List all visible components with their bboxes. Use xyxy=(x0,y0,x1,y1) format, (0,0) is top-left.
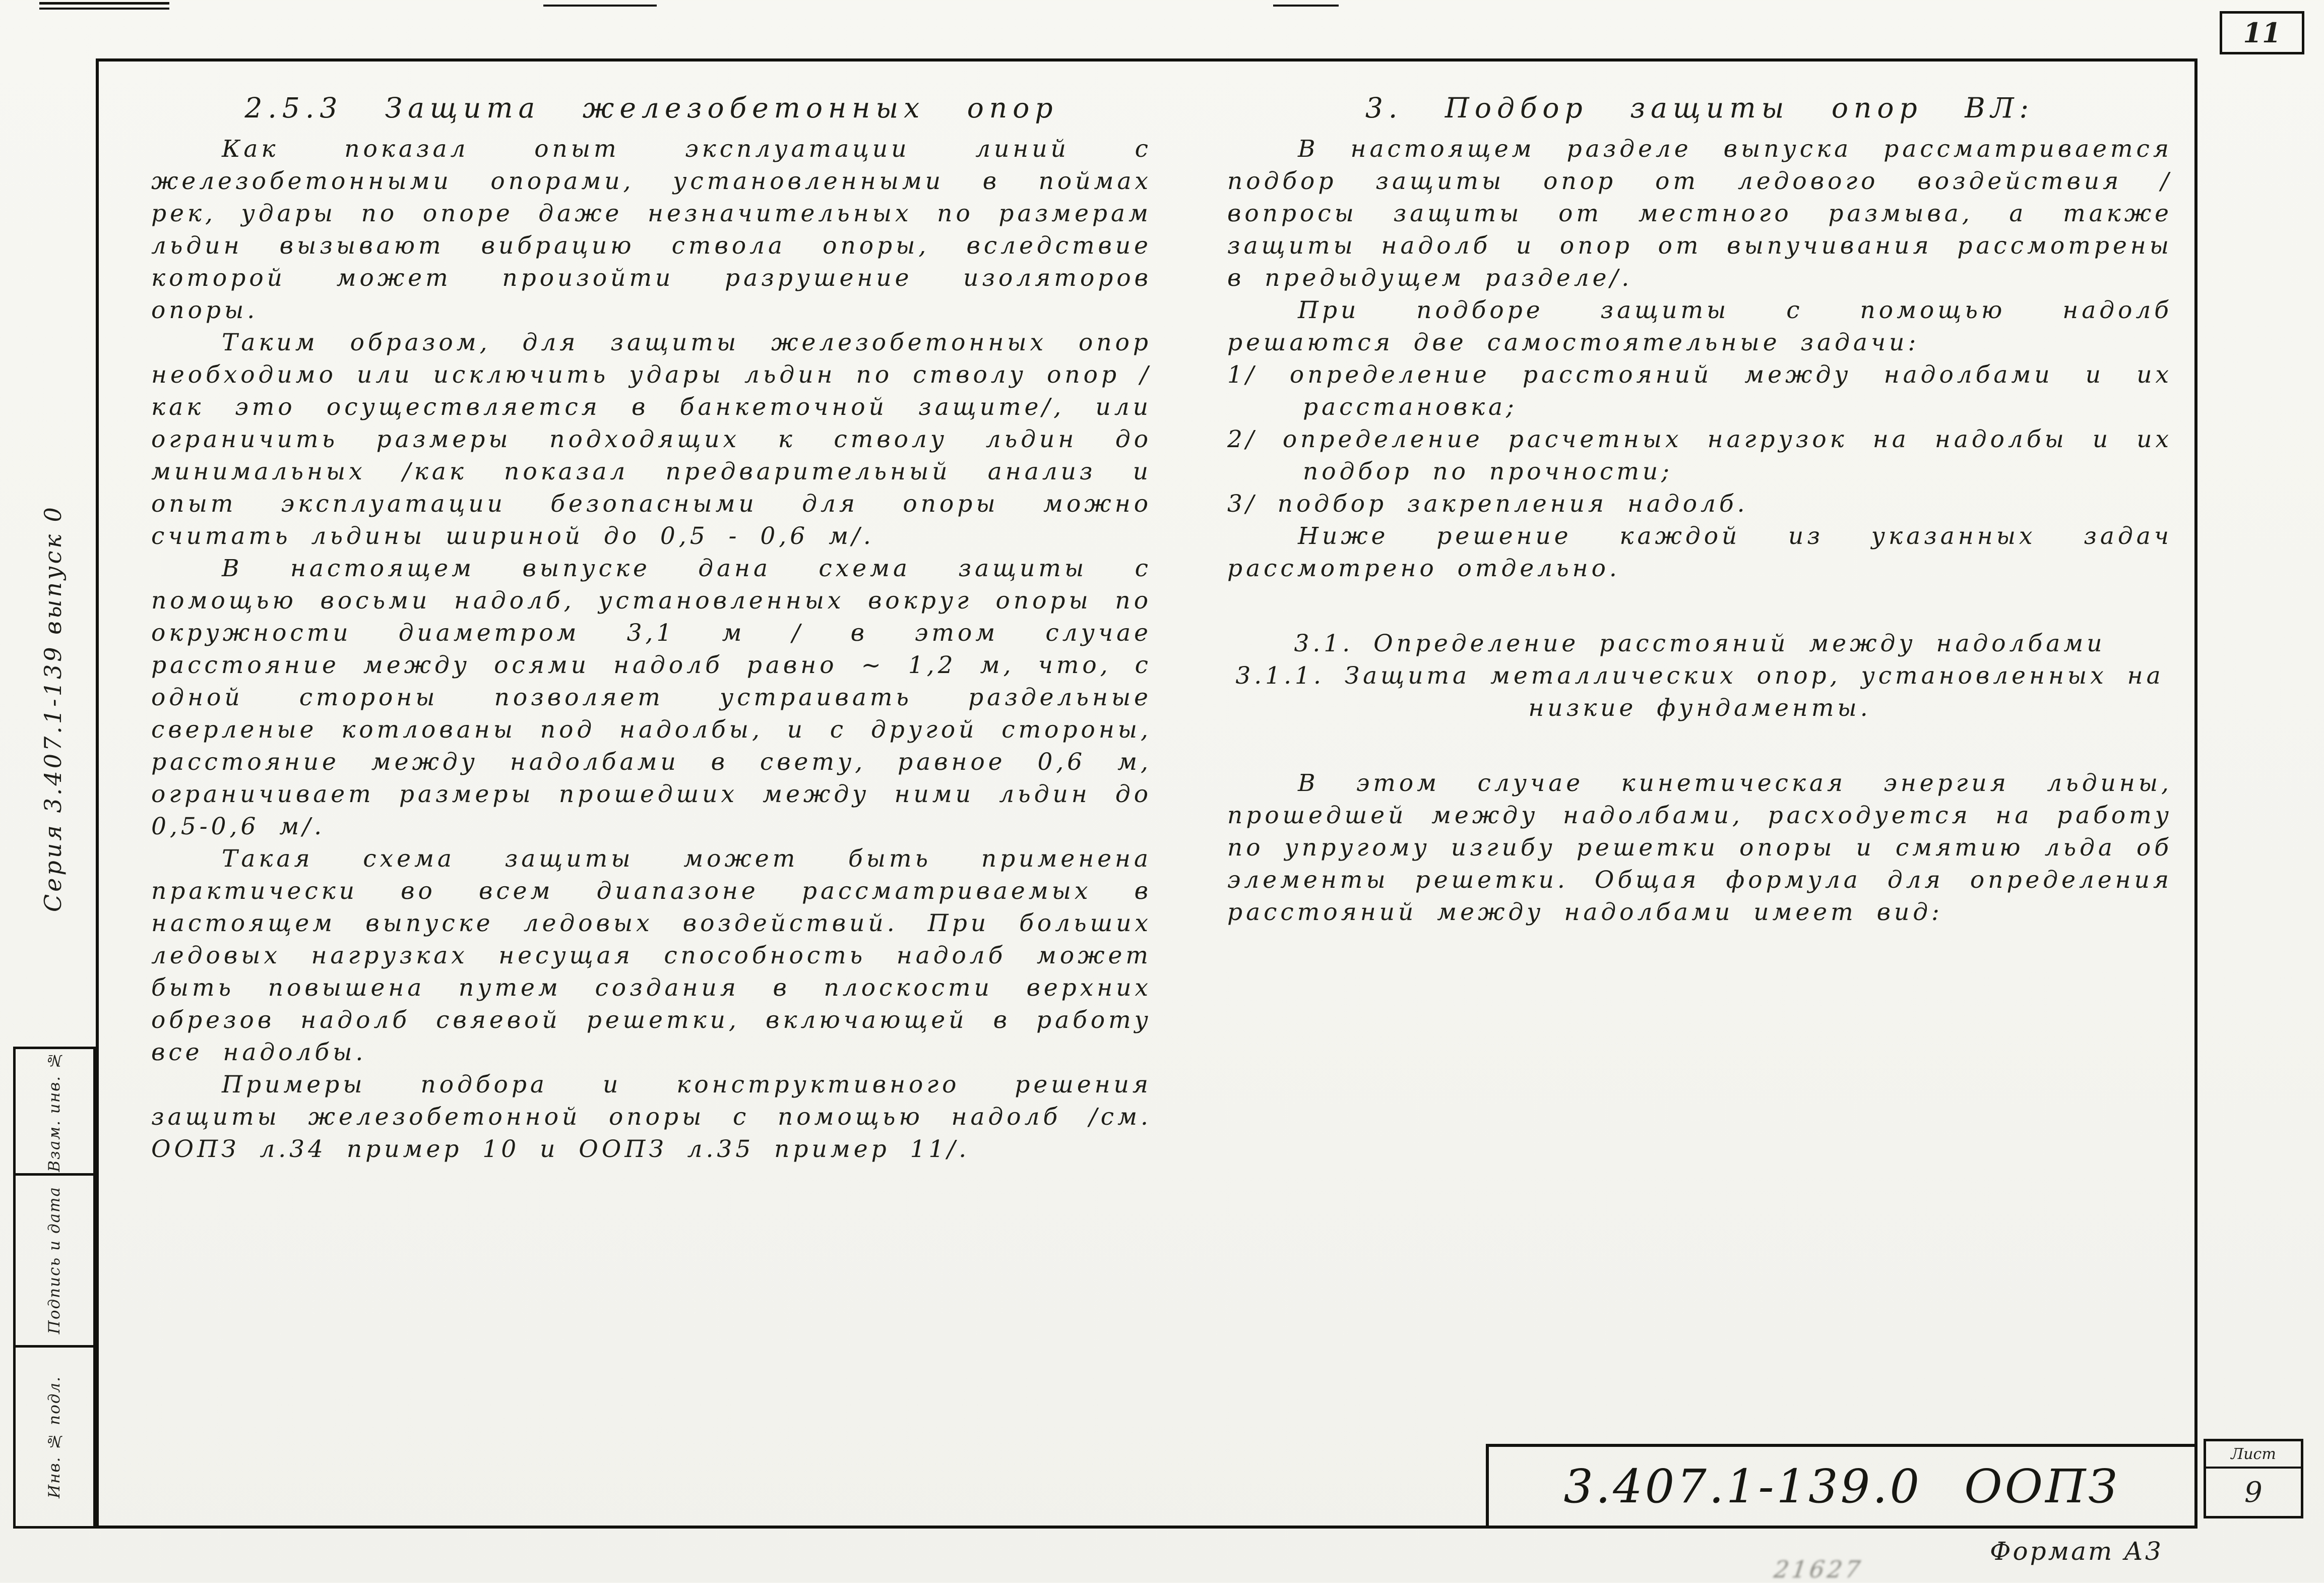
title-block xyxy=(1486,1444,2197,1529)
registration-mark xyxy=(39,8,169,10)
page-number-box xyxy=(2220,11,2304,54)
sheet-label: Лист xyxy=(2206,1441,2301,1469)
stamp-cell-label: Инв. № подл. xyxy=(45,1375,64,1498)
sheet-number-box xyxy=(2204,1439,2303,1518)
text-block: 1/ определение расстояний между надолбами и их расстановка; xyxy=(1227,361,2172,421)
text-block: В настоящем разделе выпуска рассматривается подбор защиты опор от ледового воздействия /вопросы защиты от местного размыва, а также защиты надолб и опор от выпучивания рассмотрены в предыдущем разделе/. xyxy=(1227,135,2172,292)
text-block: В настоящем выпуске дана схема защиты с помощью восьми надолб, установленных вокруг опоры по окружности диаметром 3,1 м / в этом случае расстояние между осями надолб равно ~ 1,2 м, что, с одной стороны позволяет устраивать раздельные сверленые котлованы под надолбы, и с другой стороны, расстояние между надолбами в свету, равное 0,6 м, ограничивает размеры прошедших между ними льдин до 0,5-0,6 м/. xyxy=(151,555,1152,840)
text-block: Такая схема защиты может быть применена практически во всем диапазоне рассматриваемых в настоящем выпуске ледовых воздействий. При больших ледовых нагрузках несущая способность надолб может быть повышена путем создания в плоскости верхних обрезов надолб свяевой решетки, включающей в работу все надолбы. xyxy=(151,845,1152,1066)
page-number: 11 xyxy=(2243,17,2281,49)
drawing-frame xyxy=(96,58,2197,1529)
text-columns xyxy=(151,92,2172,1166)
registration-mark xyxy=(543,5,657,7)
stamp-cell-label: Подпись и дата xyxy=(45,1186,64,1334)
stamp-column xyxy=(13,1047,96,1529)
text-block: 3. Подбор защиты опор ВЛ: xyxy=(1365,92,2035,124)
registration-mark xyxy=(1273,5,1339,7)
text-block: Ниже решение каждой из указанных задач рассмотрено отдельно. xyxy=(1227,522,2172,582)
text-block: 2/ определение расчетных нагрузок на надолбы и их подбор по прочности; xyxy=(1227,425,2172,485)
text-block: Как показал опыт эксплуатации линий с железобетонными опорами, установленными в поймах рек, удары по опоре даже незначительных по размерам льдин вызывают вибрацию ствола опоры, вследствие которой может произойти разрушение изоляторов опоры. xyxy=(151,135,1152,324)
text-block: В этом случае кинетическая энергия льдины, прошедшей между надолбами, расходуется на работу по упругому изгибу решетки опоры и смятию льда об элементы решетки. Общая формула для определения расстояний между надолбами имеет вид: xyxy=(1227,769,2172,926)
sheet-number: 9 xyxy=(2244,1476,2263,1509)
stamp-smudge: 21627 xyxy=(1772,1556,1865,1583)
series-label: Серия 3.407.1-139 выпуск 0 xyxy=(39,505,67,912)
text-block: 3.1.1. Защита металлических опор, установленных на низкие фундаменты. xyxy=(1235,662,2164,722)
stamp-cell-label: Взам. инв. № xyxy=(45,1050,64,1172)
text-block: 3/ подбор закрепления надолб. xyxy=(1227,490,1748,518)
format-note: Формат А3 xyxy=(1990,1537,2163,1566)
text-block: Примеры подбора и конструктивного решения защиты железобетонной опоры с помощью надолб /см. ООПЗ л.34 пример 10 и ООПЗ л.35 пример 11/. xyxy=(151,1071,1152,1163)
document-number: 3.407.1-139.0 ООПЗ xyxy=(1563,1459,2120,1513)
registration-mark xyxy=(39,2,169,5)
stamp-cell xyxy=(16,1049,93,1176)
left-column xyxy=(151,92,1152,1166)
text-block: Таким образом, для защиты железобетонных опор необходимо или исключить удары льдин по стволу опор /как это осуществляется в банкеточной защите/, или ограничить размеры подходящих к стволу льдин до минимальных /как показал предварительный анализ и опыт эксплуатации безопасными для опоры можно считать льдины шириной до 0,5 - 0,6 м/. xyxy=(151,329,1152,550)
stamp-cell xyxy=(16,1348,93,1526)
right-column xyxy=(1227,92,2172,929)
text-block: 2.5.3 Защита железобетонных опор xyxy=(244,92,1058,124)
text-block: При подборе защиты с помощью надолб решаются две самостоятельные задачи: xyxy=(1227,296,2172,356)
stamp-cell xyxy=(16,1176,93,1348)
text-block: 3.1. Определение расстояний между надолбами xyxy=(1294,630,2106,657)
